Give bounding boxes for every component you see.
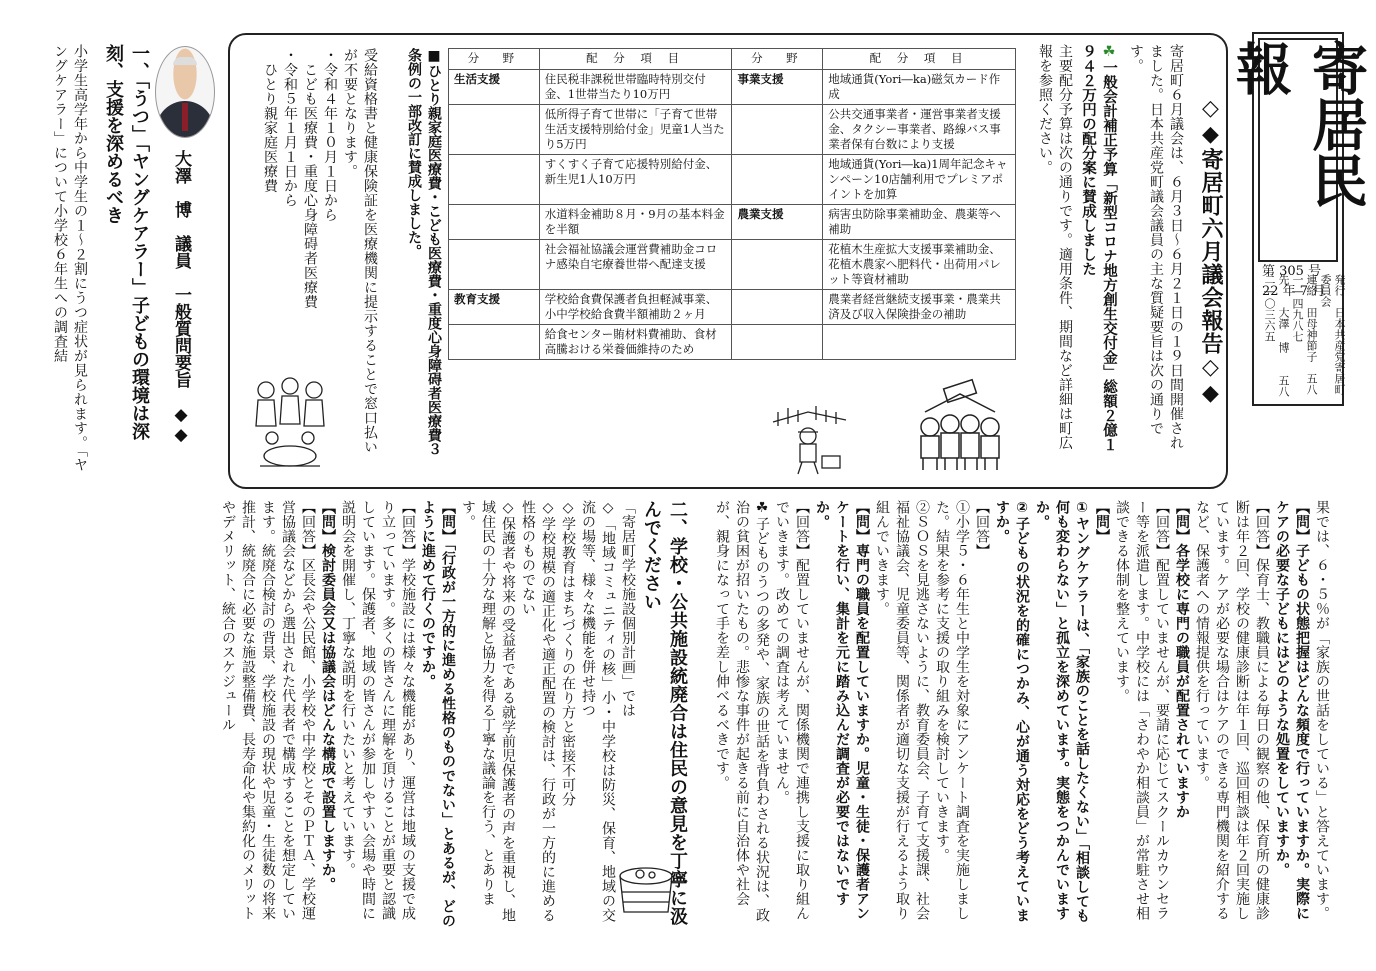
- member-photo: [155, 46, 215, 138]
- lower-left-section: [60, 500, 690, 930]
- category-cell: 教育支援: [449, 290, 540, 325]
- answer: 【回答】学校施設には様々な機能があり、運営は地域の支援で成り立っています。多くの皆さんに理解を頂けることが重要と認識しています。保護者、地域の皆さんが参加しやすい会場や時間に説明会を開催し、丁寧な説明を行いたいと考えています。: [340, 500, 416, 921]
- bullet: ◇学校規模の適正化や適正配置の検討は、行政が一方的に進める性格のものでない: [520, 500, 556, 923]
- category-cell: [449, 325, 540, 360]
- item-cell: 地域通貨(Yori―ka)磁気カード作成: [823, 70, 1016, 105]
- hitori-title: ■ひとり親家庭医療費・こども医療費・重度心身障碍者医療費３条例の一部改訂に賛成しました。: [406, 48, 442, 456]
- header-cell: 分 野: [732, 49, 823, 70]
- question: ①ヤングケアラーは、「家族のことを話したくない」「相談しても何も変わらない」と孤立を深めています。実態をつかんでいますか。: [1034, 500, 1090, 923]
- item-cell: 住民税非課税世帯臨時特別交付金、1世帯当たり10万円: [539, 70, 732, 105]
- member-name: 大澤 博 議員 一般質問要旨 ◆◆: [171, 150, 191, 445]
- answer: 【回答】配置していませんが、要請に応じてスクールカウンセラー等を派遣します。中学校には「さわやか相談員」が常駐させ相談できる体制を整えています。: [1114, 500, 1170, 921]
- answer-label: 【回答】: [974, 500, 990, 558]
- item-cell: 社会福祉協議会運営費補助金コロナ感染自宅療養世帯へ配達支援: [539, 240, 732, 290]
- question: 【問】各学校に専門の職員が配置されていますか: [1174, 500, 1190, 819]
- intro-text: 寄居町６月議会は、６月３日〜６月２１日の１９日間開催されました。日本共産党町議会議員の主な質疑要旨は次の通りです。: [1128, 44, 1184, 450]
- category-cell: 生活支援: [449, 70, 540, 105]
- category-cell: [732, 240, 823, 290]
- lower-right-section: [702, 500, 1332, 930]
- question: 【問】「行政が一方的に進める性格のものでない」とあるが、どのように進めて行くのですか。: [420, 500, 456, 928]
- question-label: 【問】: [1094, 500, 1110, 544]
- table-row: [449, 325, 1016, 360]
- question: 【問】検討委員会又は協議会はどんな構成で設置しますか。: [320, 500, 336, 892]
- table-row: [449, 70, 1016, 105]
- paragraph: 「寄居町学校施設個別計画」では: [620, 500, 636, 718]
- item-cell: 給食センター賄材料費補助、食材高騰おける栄養価維持のため: [539, 325, 732, 360]
- masthead-title: 寄居民報: [1258, 38, 1338, 262]
- clover-icon: ☘: [1101, 44, 1117, 60]
- hitori-item: こども医療費・重度心身障碍者医療費: [302, 48, 318, 309]
- hitori-item: ・令和５年１月１日から: [282, 48, 298, 208]
- category-cell: [449, 205, 540, 240]
- item-cell: 地域通貨(Yori―ka)1周年記念キャンペーン10店舗利用でプレミアポイントを加算: [823, 155, 1016, 205]
- publisher-line: 連絡 田母神節子 五八一―四九八七: [1291, 274, 1318, 395]
- item-cell: 農業者経営継続支援事業・農業共済及び収入保険掛金の補助: [823, 290, 1016, 325]
- hitori-item: ひとり親家庭医療費: [262, 48, 278, 193]
- farmer-illustration: [768, 392, 852, 476]
- question: 【問】専門の職員を配置していますか。児童・生徒・保護者アンケートを行い、集計を元に踏み込んだ調査が必要ではないですか。: [814, 500, 870, 921]
- category-cell: [449, 155, 540, 205]
- paragraph: 果では、６・５％が「家族の世話をしている」と答えています。: [1314, 500, 1330, 921]
- publisher-info: [1262, 274, 1346, 398]
- item-cell: 低所得子育て世帯に「子育て世帯生活支援特別給付金」児童1人当たり5万円: [539, 105, 732, 155]
- answer: 【回答】区長会や公民館、小学校や中学校とそのＰＴＡ、学校運営協議会などから選出された代表者で構成することを想定しています。統廃合検討の背景、学校施設の現状や児童・生徒数の将来推計、統廃合に必要な施設整備費、長寿命化や集約化のメリットやデメリット、統合のスケジュール: [220, 500, 316, 921]
- category-cell: [449, 105, 540, 155]
- answer: 【回答】配置していませんが、関係機関で連携し支援に取り組んでいきます。改めての調査は考えていません。: [774, 500, 810, 921]
- allocation-table: [448, 48, 1016, 360]
- table-row: [449, 155, 1016, 205]
- hitori-item: ・令和４年１０月１日から: [322, 48, 338, 222]
- hitori-paragraph: 受給資格書と健康保険証を医療機関に提示することで窓口払いが不要となります。: [342, 48, 378, 454]
- category-cell: [732, 105, 823, 155]
- table-header-row: [449, 49, 1016, 70]
- budget-title: [1075, 44, 1119, 464]
- hitori-body: [262, 48, 380, 468]
- table-row: [449, 105, 1016, 155]
- bullet: ◇保護者や将来の受益者である就学前児保護者の声を重視し、地域住民の十分な理解と協力を得る丁寧な議論を行う、とあります。: [460, 500, 516, 923]
- issue-date: 22 年 7 月: [1262, 284, 1326, 299]
- item-cell: 水道料金補助８月・9月の基本料金を半額: [539, 205, 732, 240]
- answer: ②ＳＯＳを見逃さないように、教育委員会、子育て支援課、社会福祉協議会、児童委員等、関係者が適切な支援が行えるよう取り組んでいきます。: [874, 500, 930, 921]
- budget-note: 主要配分予算は次の通りです。適用条件、期間など詳細は町広報を参照ください。: [1037, 44, 1073, 450]
- header-cell: 分 野: [449, 49, 540, 70]
- children-group-illustration: [905, 372, 1015, 474]
- issue-number: 第 305 号: [1262, 264, 1322, 279]
- item-cell: 公共交通事業者・運営事業者支援金、タクシー事業者、路線バス事業者保有台数により支援: [823, 105, 1016, 155]
- bullet: ◇学校教育はまちづくりの在り方と密接不可分: [560, 500, 576, 807]
- table-row: [449, 290, 1016, 325]
- answer: 【回答】保育士、教職員による毎日の観察の他、保育所の健康診断は年２回、学校の健康診断は年１回、巡回相談は年２回実施しています。ケアが必要な場合はケアのできる専門機関を紹介するなど、保護者への情報提供を行っています。: [1194, 500, 1270, 921]
- budget-title-text: 一般会計補正予算「新型コロナ地方創生交付金」総額２億１９４２万円の配分案に賛成しました: [1080, 44, 1117, 452]
- question: 【問】子どもの状態把握はどんな頻度で行っていますか。実際にケアの必要な子どもにはどのような処置をしていますか。: [1274, 500, 1310, 921]
- item-cell: 花植木生産拡大支援事業補助金、花植木農家へ肥料代・出荷用パレット等資材補助: [823, 240, 1016, 290]
- answer: ①小学５・６年生と中学生を対象にアンケート調査を実施しました。結果を参考に支援の取り組みを検討していきます。: [934, 500, 970, 921]
- item-cell: 学校給食費保護者負担軽減事業、小中学校給食費半額補助２ヶ月: [539, 290, 732, 325]
- question-1-title: 一、「うつ」「ヤングケアラー」子どもの環境は深刻、支援を深めるべき: [103, 44, 150, 440]
- question-2-title: 二、学校・公共施設統廃合は住民の意見を丁寧に汲んでください: [641, 500, 688, 926]
- category-cell: [449, 240, 540, 290]
- category-cell: 農業支援: [732, 205, 823, 240]
- question-1-intro: 小学生高学年から中学生の１〜２割にうつ症状が見られます。「ヤングケアラー」について小学校６年生への調査結: [52, 44, 88, 472]
- category-cell: [732, 155, 823, 205]
- question: ②子どもの状況を的確につかみ、心が通う対応をどう考えていますか。: [994, 500, 1030, 923]
- publisher-line: 先 大澤 博 五八二―〇三六五: [1263, 274, 1290, 397]
- item-cell: すくすく子育て応援特別給付金、新生児1人10万円: [539, 155, 732, 205]
- headline: ◇◆寄居町六月議会報告◇◆: [1198, 96, 1223, 407]
- bullet: ◇「地域コミュニティの核」小・中学校は防災、保育、地域の交流の場等、様々な機能を併せ持つ: [580, 500, 616, 923]
- item-cell: [823, 325, 1016, 360]
- item-cell: 病害虫防除事業補助金、農薬等へ補助: [823, 205, 1016, 240]
- table-row: [449, 205, 1016, 240]
- publisher-line: 発行 日本共産党寄居町委員会: [1319, 274, 1346, 395]
- header-cell: 配 分 項 目: [539, 49, 732, 70]
- category-cell: [732, 290, 823, 325]
- header-cell: 配 分 項 目: [823, 49, 1016, 70]
- category-cell: 事業支援: [732, 70, 823, 105]
- table-row: [449, 240, 1016, 290]
- comment: ☘子どものうつの多発や、家族の世話を背負わされる状況は、政治の貧困が招いたもの。悲惨な事件が起きる前に自治体や社会が、親身になって手を差し伸べるべきです。: [714, 500, 770, 923]
- category-cell: [732, 325, 823, 360]
